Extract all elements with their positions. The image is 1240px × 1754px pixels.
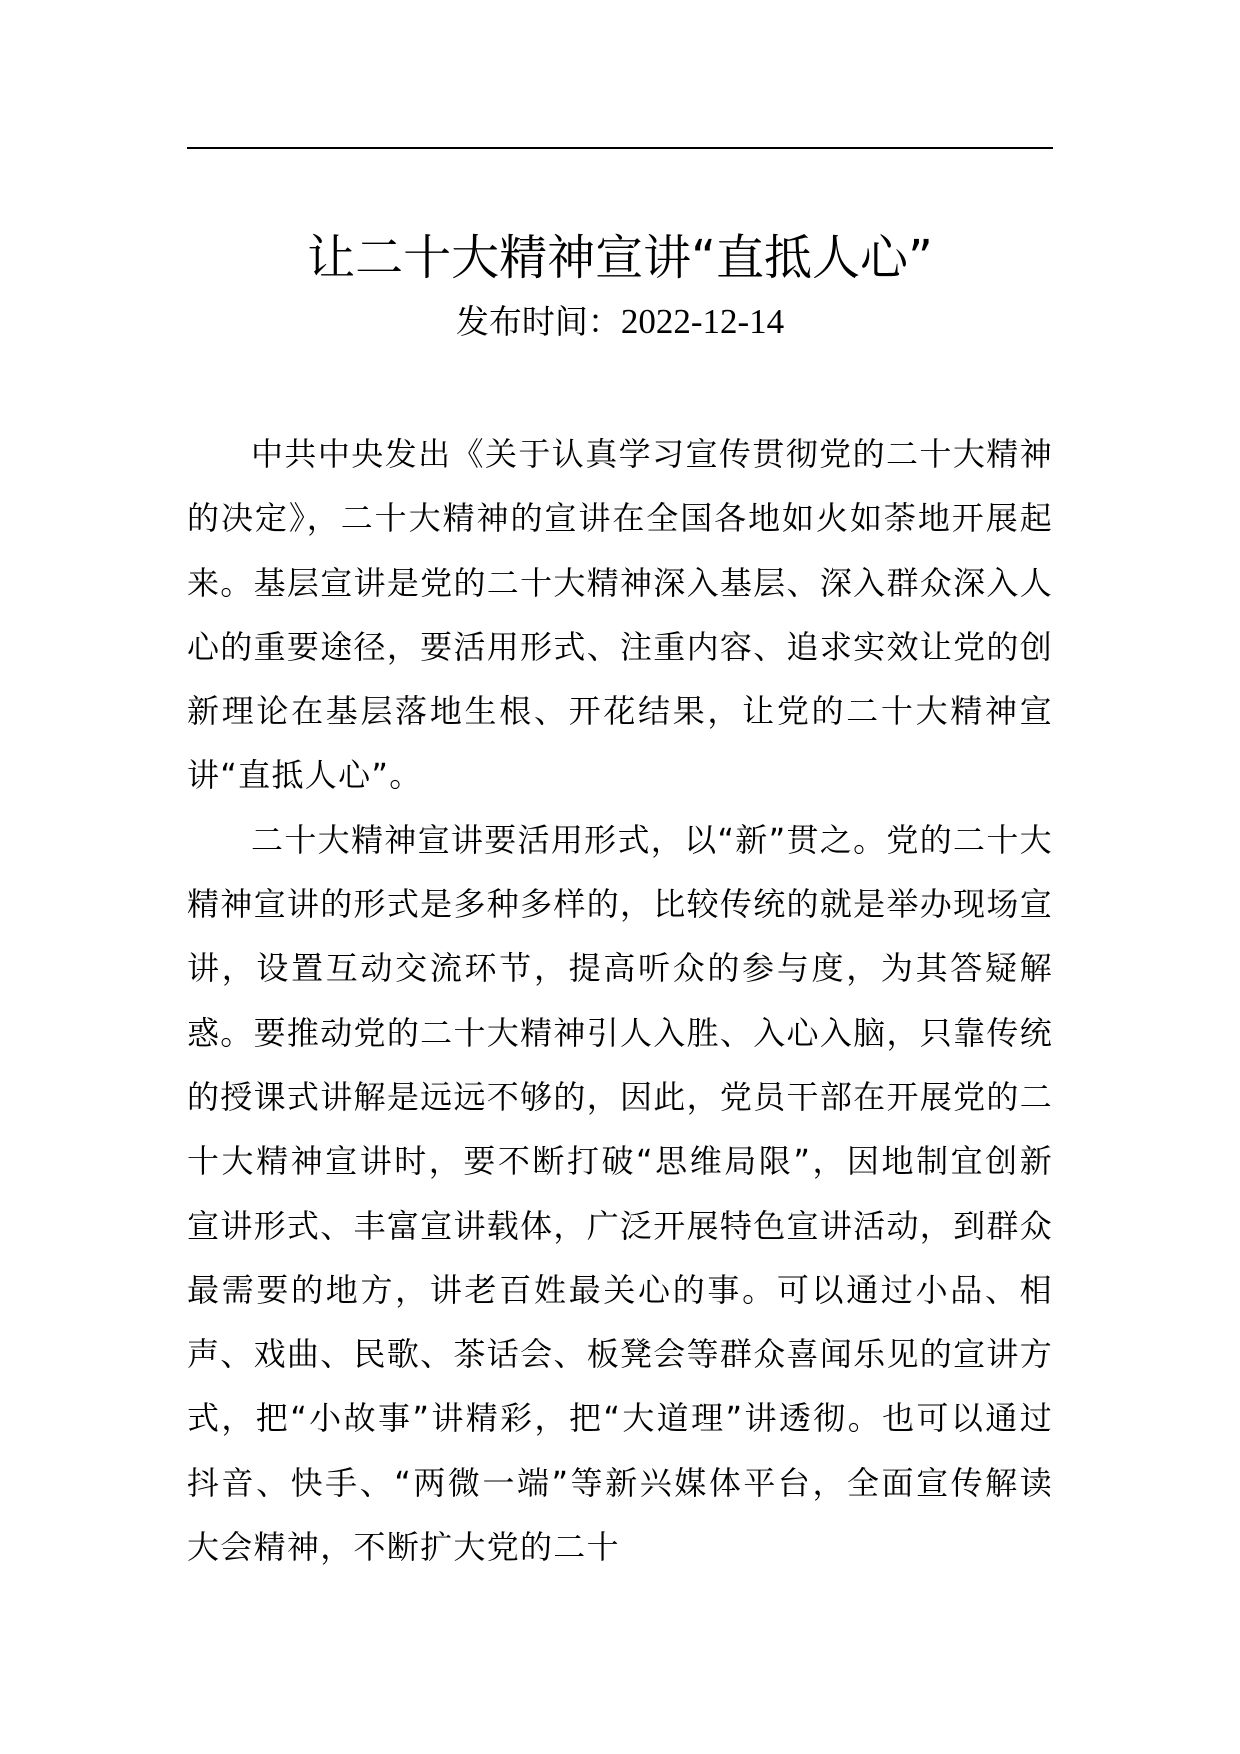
publish-info — [187, 298, 1053, 347]
publish-label: 发布时间： — [455, 302, 621, 341]
article-title: 让二十大精神宣讲“直抵人心” — [307, 230, 933, 286]
paragraph-1: 中共中央发出《关于认真学习宣传贯彻党的二十大精神的决定》，二十大精神的宣讲在全国各地如火如荼地开展起来。基层宣讲是党的二十大精神深入基层、深入群众深入人心的重要途径，要活用形式、注重内容、追求实效让党的创新理论在基层落地生根、开花结果，让党的二十大精神宣讲“直抵人心”。 — [187, 435, 1053, 795]
header-rule — [187, 147, 1053, 149]
publish-date: 2022-12-14 — [620, 302, 785, 341]
paragraph-2: 二十大精神宣讲要活用形式，以“新”贯之。党的二十大精神宣讲的形式是多种多样的，比较传统的就是举办现场宣讲，设置互动交流环节，提高听众的参与度，为其答疑解惑。要推动党的二十大精神引人入胜、入心入脑，只靠传统的授课式讲解是远远不够的，因此，党员干部在开展党的二十大精神宣讲时，要不断打破“思维局限”，因地制宜创新宣讲形式、丰富宣讲载体，广泛开展特色宣讲活动，到群众最需要的地方，讲老百姓最关心的事。可以通过小品、相声、戏曲、民歌、茶话会、板凳会等群众喜闻乐见的宣讲方式，把“小故事”讲精彩，把“大道理”讲透彻。也可以通过抖音、快手、“两微一端”等新兴媒体平台，全面宣传解读大会精神，不断扩大党的二十 — [187, 820, 1053, 1567]
article-body — [187, 422, 1053, 1579]
